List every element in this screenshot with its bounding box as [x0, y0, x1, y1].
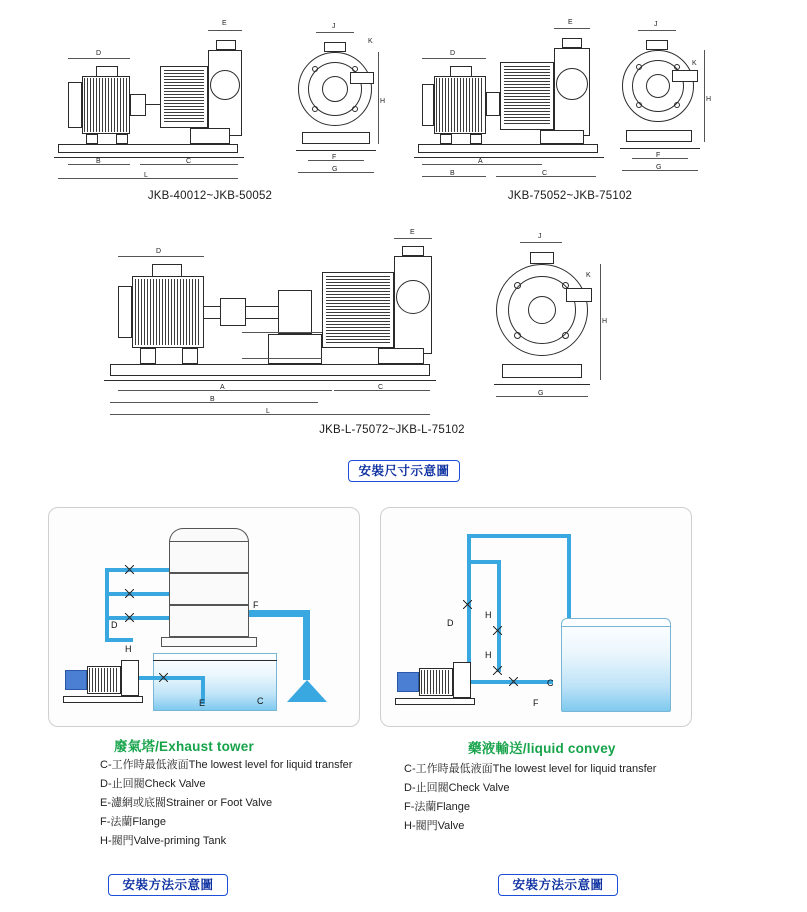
dim-line-E: [208, 30, 242, 31]
motor-foot-right-3: [182, 348, 198, 364]
dim-label-L: L: [144, 172, 148, 179]
pump-base-left: [63, 696, 143, 703]
legend-right-3: H-閥門Valve: [404, 820, 465, 832]
motor-fin-hatch: [84, 78, 128, 132]
pedestal-base-3: [268, 334, 322, 364]
pump-body-hatch-right: [421, 670, 451, 694]
panel-left-title: 廢氣塔/Exhaust tower: [114, 739, 254, 754]
dim-label-L-3: L: [266, 408, 270, 415]
endview-base-2: [626, 130, 692, 142]
exhaust-duct-cone: [287, 680, 327, 702]
volute-circle-2: [556, 68, 588, 100]
pump-volute-left: [121, 660, 139, 696]
discharge-flange-2: [562, 38, 582, 48]
dim-label-A-3: A: [220, 384, 225, 391]
panel-right-title: 藥液輸送/liquid convey: [468, 741, 616, 756]
dim-label-J-2: J: [654, 21, 658, 28]
valve-suction-left: [159, 673, 168, 682]
endview-side-port-3: [566, 288, 592, 302]
endview-bolt-2-1: [636, 64, 642, 70]
callout-D-left: D: [111, 620, 118, 630]
dim-label-B-2: B: [450, 170, 455, 177]
dim-label-B: B: [96, 158, 101, 165]
dim-label-J: J: [332, 23, 336, 30]
motor-terminal-box-3: [152, 264, 182, 277]
endview-bolt-2-4: [674, 102, 680, 108]
endview-bolt-2-3: [636, 102, 642, 108]
valve-spray-1: [125, 565, 134, 574]
discharge-flange-3: [402, 246, 424, 256]
legend-left-3: F-法蘭Flange: [100, 816, 167, 828]
motor-foot-right: [116, 134, 128, 144]
dim-line-H-2: [704, 50, 705, 142]
dim-label-H-3: H: [602, 318, 608, 325]
dim-line-E-2: [554, 28, 590, 29]
drawing-jkb-l-75072-75102: [92, 228, 692, 438]
dim-label-G: G: [332, 166, 338, 173]
pump-support-2: [540, 130, 584, 144]
spray-riser: [105, 568, 109, 640]
pump-casing-hatch-3: [326, 276, 390, 344]
dim-line-H: [378, 52, 379, 144]
tower-top-dome: [169, 528, 249, 542]
pump-volute-right: [453, 662, 471, 698]
valve-suction-right: [509, 677, 518, 686]
tower-section-3: [169, 605, 249, 637]
motor-fin-hatch-2: [436, 78, 484, 132]
drawing-jkb-40012-50052: [40, 14, 386, 202]
motor-foot-left-3: [140, 348, 156, 364]
endview-base-underline-2: [620, 148, 700, 149]
motor-body: [68, 82, 82, 128]
dim-line-E-3: [394, 238, 432, 239]
valve-spray-2: [125, 589, 134, 598]
endview-inner-2: [646, 74, 670, 98]
base-plate: [58, 144, 238, 153]
pump-motor-right: [397, 672, 419, 692]
drawing-caption-1: JKB-40012~JKB-50052: [147, 190, 273, 202]
legend-right-2: F-法蘭Flange: [404, 801, 471, 813]
motor-foot-right-2: [470, 134, 482, 144]
dim-line-J-3: [520, 242, 562, 243]
dim-label-E-3: E: [410, 229, 415, 236]
base-plate-2: [418, 144, 598, 153]
callout-H-right-lower: H: [485, 650, 492, 660]
endview-inner: [322, 76, 348, 102]
bearing-pedestal-3: [278, 290, 312, 334]
dim-label-G-3: G: [538, 390, 544, 397]
dim-label-G-2: G: [656, 164, 662, 171]
dim-line-J-2: [638, 30, 676, 31]
motor-foot-left-2: [440, 134, 452, 144]
dim-label-D: D: [96, 50, 102, 57]
callout-C-right: C: [547, 678, 554, 688]
dim-line-L: [58, 178, 238, 179]
dim-label-C-2: C: [542, 170, 548, 177]
spray-pipe-2: [105, 592, 169, 596]
endview-base-underline: [296, 150, 376, 151]
endview-inner-3: [528, 296, 556, 324]
spray-pipe-1: [105, 568, 169, 572]
dim-line-H-3: [600, 264, 601, 380]
discharge-flange: [216, 40, 236, 50]
exhaust-duct-vertical: [303, 610, 310, 680]
pump-support: [190, 128, 230, 144]
delivery-secondary-riser: [497, 560, 501, 672]
pump-support-3: [378, 348, 424, 364]
callout-F-left: F: [253, 600, 259, 610]
drawing-caption-2: JKB-75052~JKB-75102: [507, 190, 633, 202]
callout-F-right: F: [533, 698, 539, 708]
dim-label-K: K: [368, 38, 373, 45]
inlet-elbow-bottom: [242, 358, 322, 359]
dim-label-E: E: [222, 20, 227, 27]
coupling-2: [486, 92, 500, 116]
endview-flange-top-2: [646, 40, 668, 50]
dim-line-L-3: [110, 414, 430, 415]
dim-label-H-2: H: [706, 96, 712, 103]
endview-bolt-3-1: [514, 282, 521, 289]
badge-dimension-diagram[interactable]: 安裝尺寸示意圖: [348, 460, 460, 482]
inlet-elbow-top: [242, 332, 322, 333]
dim-label-H: H: [380, 98, 386, 105]
motor-body-3: [118, 286, 132, 338]
dim-line-A-3: [118, 390, 332, 391]
tower-section-2: [169, 573, 249, 605]
endview-bolt-3-4: [562, 332, 569, 339]
legend-left-4: H-閥門Valve-priming Tank: [100, 835, 227, 847]
dim-label-D-2: D: [450, 50, 456, 57]
endview-bolt-3-3: [514, 332, 521, 339]
badge-method-diagram-left[interactable]: 安裝方法示意圖: [108, 874, 228, 896]
motor-fin-hatch-3: [135, 279, 201, 345]
valve-right-2: [493, 626, 502, 635]
tower-section-1: [169, 541, 249, 573]
panel-exhaust-tower: [48, 507, 360, 727]
legend-right-0: C-工作時最低液面The lowest level for liquid transfer: [404, 763, 657, 775]
endview-flange-top: [324, 42, 346, 52]
dim-label-J-3: J: [538, 233, 542, 240]
dim-label-C-3: C: [378, 384, 384, 391]
motor-foot-left: [86, 134, 98, 144]
dim-label-F-2: F: [656, 152, 661, 159]
valve-right-3: [493, 666, 502, 675]
callout-H-right-upper: H: [485, 610, 492, 620]
dim-label-F: F: [332, 154, 337, 161]
dim-label-C: C: [186, 158, 192, 165]
dim-label-K-2: K: [692, 60, 697, 67]
motor-body-2: [422, 84, 434, 126]
base-underline: [54, 157, 244, 158]
dim-line-D-3: [118, 256, 204, 257]
valve-right-1: [463, 600, 472, 609]
pump-casing-hatch: [164, 70, 204, 124]
spray-riser-to-pump: [105, 638, 133, 642]
motor-terminal-box-2: [450, 66, 472, 77]
legend-left-2: E-濾網或底閥Strainer or Foot Valve: [100, 797, 273, 809]
callout-C-left: C: [257, 696, 264, 706]
drawing-caption-3: JKB-L-75072~JKB-L-75102: [319, 424, 465, 436]
base-underline-3: [104, 380, 436, 381]
base-underline-2: [414, 157, 604, 158]
endview-base-3: [502, 364, 582, 378]
endview-flange-top-3: [530, 252, 554, 264]
legend-right-1: D-止回閥Check Valve: [404, 782, 510, 794]
dim-label-E-2: E: [568, 19, 573, 26]
endview-bolt-4: [352, 106, 358, 112]
dim-line-D-2: [422, 58, 486, 59]
endview-base: [302, 132, 370, 144]
legend-left-0: C-工作時最低液面The lowest level for liquid transfer: [100, 759, 353, 771]
pump-motor-left: [65, 670, 87, 690]
endview-bolt-1: [312, 66, 318, 72]
volute-circle-3: [396, 280, 430, 314]
exhaust-duct-horizontal: [249, 610, 309, 617]
dim-label-K-3: K: [586, 272, 591, 279]
suction-pipe-left: [139, 676, 205, 680]
storage-tank: [561, 618, 671, 712]
dim-line-J: [316, 32, 354, 33]
delivery-top-horizontal: [467, 534, 571, 538]
motor-terminal-box: [96, 66, 118, 77]
valve-spray-3: [125, 613, 134, 622]
delivery-branch: [467, 560, 501, 564]
delivery-drop-to-tank: [567, 534, 571, 618]
endview-side-port-2: [672, 70, 698, 82]
dim-label-A-2: A: [478, 158, 483, 165]
dim-line-D: [68, 58, 130, 59]
legend-left-1: D-止回閥Check Valve: [100, 778, 206, 790]
pump-body-hatch-left: [89, 668, 119, 692]
tank-top-line: [561, 626, 671, 627]
tower-base: [161, 637, 257, 647]
pump-casing-hatch-2: [504, 66, 550, 126]
endview-base-underline-3: [494, 384, 590, 385]
callout-D-right: D: [447, 618, 454, 628]
base-plate-3: [110, 364, 430, 376]
endview-bolt-3: [312, 106, 318, 112]
coupling-guard-3: [220, 298, 246, 326]
pump-base-right: [395, 698, 475, 705]
panel-liquid-convey: [380, 507, 692, 727]
basin-level-line: [153, 660, 277, 661]
badge-method-diagram-right[interactable]: 安裝方法示意圖: [498, 874, 618, 896]
drawing-jkb-75052-75102: [400, 14, 740, 202]
endview-side-port: [350, 72, 374, 84]
dim-label-D-3: D: [156, 248, 162, 255]
volute-circle: [210, 70, 240, 100]
coupling: [130, 94, 146, 116]
callout-H-left: H: [125, 644, 132, 654]
dim-label-B-3: B: [210, 396, 215, 403]
callout-E-left: E: [199, 698, 206, 708]
